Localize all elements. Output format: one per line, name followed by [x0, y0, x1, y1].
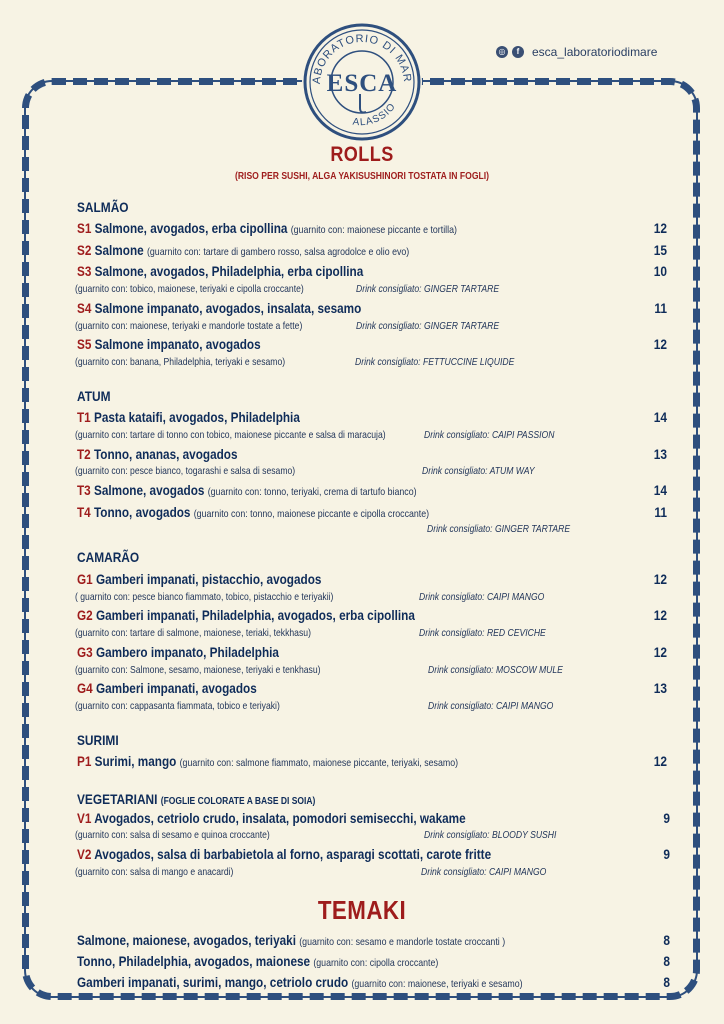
section-title-surimi: SURIMI	[77, 732, 119, 748]
temaki-row	[77, 932, 505, 948]
dish-garnish: (guarnito con: Salmone, sesamo, maionese, teriyaki e tenkhasu)	[75, 664, 321, 676]
logo-bottom-text: ALASSIO	[352, 101, 399, 129]
logo-top-text: ABORATORIO DI MAR	[310, 32, 414, 85]
esca-logo	[302, 22, 422, 142]
dish-garnish: (guarnito con: maionese piccante e tortilla)	[290, 224, 457, 236]
dish-garnish: (guarnito con: pesce bianco, togarashi e salsa di sesamo)	[75, 465, 296, 477]
section-title-atum: ATUM	[77, 388, 111, 404]
drink-suggestion: Drink consigliato: BLOODY SUSHI	[424, 829, 557, 841]
dish-row-s1	[77, 220, 457, 236]
dish-name: Avogados, cetriolo crudo, insalata, pomodori semisecchi, wakame	[94, 810, 466, 826]
dish-price: 14	[653, 409, 667, 425]
section-title-salmao: SALMÃO	[77, 199, 129, 215]
dish-code: P1	[77, 753, 92, 769]
drink-suggestion: Drink consigliato: CAIPI MANGO	[428, 700, 554, 712]
dish-garnish: (guarnito con: tartare di tonno con tobico, maionese piccante e salsa di maracuja)	[75, 429, 386, 441]
dish-price: 8	[663, 953, 670, 969]
dish-name: Tonno, ananas, avogados	[93, 446, 238, 462]
dish-code: S2	[77, 242, 92, 258]
dish-price: 12	[653, 753, 667, 769]
dish-code: S3	[77, 263, 92, 279]
dish-name: Tonno, avogados	[93, 504, 191, 520]
dish-code: G1	[77, 571, 93, 587]
dish-name: Gamberi impanati, Philadelphia, avogados, erba cipollina	[95, 607, 415, 623]
dish-row-g2	[77, 607, 415, 623]
dish-row-s4	[77, 300, 361, 316]
dish-price: 13	[653, 680, 667, 696]
dish-name: Salmone, avogados	[93, 482, 205, 498]
dish-price: 8	[663, 932, 670, 948]
dish-name: Tonno, Philadelphia, avogados, maionese	[77, 953, 311, 969]
dish-name: Pasta kataifi, avogados, Philadelphia	[93, 409, 300, 425]
drink-suggestion: Drink consigliato: CAIPI MANGO	[421, 866, 547, 878]
dish-code: T2	[77, 446, 91, 462]
dish-code: T3	[77, 482, 91, 498]
dish-garnish: (guarnito con: tartare di salmone, maionese, teriaki, tekkhasu)	[75, 627, 311, 639]
dish-name: Salmone, avogados, Philadelphia, erba cipollina	[94, 263, 364, 279]
section-note: (FOGLIE COLORATE A BASE DI SOIA)	[160, 796, 316, 807]
drink-suggestion: Drink consigliato: GINGER TARTARE	[356, 320, 500, 332]
section-title-text: VEGETARIANI	[77, 791, 158, 807]
dish-price: 12	[653, 336, 667, 352]
dish-row-t3	[77, 482, 417, 498]
dish-code: G2	[77, 607, 93, 623]
dish-code: T1	[77, 409, 91, 425]
dish-price: 9	[663, 846, 670, 862]
dish-price: 8	[663, 974, 670, 990]
dish-code: S5	[77, 336, 92, 352]
dish-price: 12	[653, 571, 667, 587]
dish-name: Salmone, maionese, avogados, teriyaki	[77, 932, 296, 948]
drink-suggestion: Drink consigliato: GINGER TARTARE	[356, 283, 500, 295]
dish-row-v1	[77, 810, 466, 826]
dish-name: Salmone, avogados, erba cipollina	[94, 220, 288, 236]
dish-name: Avogados, salsa di barbabietola al forno, asparagi scottati, carote fritte	[94, 846, 492, 862]
dish-row-g3	[77, 644, 279, 660]
dish-garnish: (guarnito con: cappasanta fiammata, tobico e teriyaki)	[75, 700, 280, 712]
dish-name: Salmone impanato, avogados, insalata, sesamo	[94, 300, 362, 316]
social-links	[496, 44, 657, 60]
dish-name: Salmone impanato, avogados	[94, 336, 261, 352]
drink-suggestion: Drink consigliato: ATUM WAY	[422, 465, 535, 477]
dish-garnish: (guarnito con: banana, Philadelphia, teriyaki e sesamo)	[75, 356, 286, 368]
temaki-title: TEMAKI	[317, 895, 407, 925]
drink-suggestion: Drink consigliato: RED CEVICHE	[419, 627, 546, 639]
dish-garnish: (guarnito con: salsa di sesamo e quinoa croccante)	[75, 829, 270, 841]
logo-main-text: ESCA	[326, 70, 398, 97]
dish-garnish: ( guarnito con: pesce bianco fiammato, tobico, pistacchio e teriyakii)	[75, 591, 334, 603]
dish-name: Salmone	[94, 242, 144, 258]
dish-price: 13	[653, 446, 667, 462]
social-handle[interactable]: esca_laboratoriodimare	[532, 45, 658, 59]
rolls-title: ROLLS	[330, 143, 394, 166]
dish-row-s3	[77, 263, 363, 279]
section-title-vegetariani	[77, 791, 315, 807]
dish-name: Gambero impanato, Philadelphia	[95, 644, 279, 660]
dish-code: S4	[77, 300, 92, 316]
dish-garnish: (guarnito con: sesamo e mandorle tostate croccanti )	[299, 936, 506, 948]
dish-name: Gamberi impanati, surimi, mango, cetriolo crudo	[77, 974, 349, 990]
dish-code: G4	[77, 680, 93, 696]
dish-price: 12	[653, 607, 667, 623]
instagram-icon[interactable]: ◎	[496, 46, 508, 58]
dish-garnish: (guarnito con: tonno, teriyaki, crema di tartufo bianco)	[207, 486, 417, 498]
temaki-row	[77, 974, 523, 990]
dish-price: 12	[653, 220, 667, 236]
rolls-subtitle: (RISO PER SUSHI, ALGA YAKISUSHINORI TOSTATA IN FOGLI)	[234, 171, 490, 182]
dish-code: S1	[77, 220, 92, 236]
dish-code: V2	[77, 846, 92, 862]
dish-row-g1	[77, 571, 321, 587]
section-title-camarao: CAMARÃO	[77, 549, 140, 565]
dish-row-p1	[77, 753, 458, 769]
dish-row-v2	[77, 846, 491, 862]
dish-price: 11	[654, 504, 667, 520]
dish-price: 15	[653, 242, 667, 258]
dish-code: T4	[77, 504, 91, 520]
dish-price: 9	[663, 810, 670, 826]
dish-garnish: (guarnito con: maionese, teriyaki e sesamo)	[351, 978, 523, 990]
dish-row-t4	[77, 504, 429, 520]
dish-garnish: (guarnito con: salsa di mango e anacardi)	[75, 866, 234, 878]
dish-price: 11	[654, 300, 667, 316]
dish-price: 10	[653, 263, 667, 279]
drink-suggestion: Drink consigliato: CAIPI PASSION	[424, 429, 555, 441]
dish-row-t1	[77, 409, 300, 425]
logo-emblem-icon	[302, 22, 422, 142]
dish-row-t2	[77, 446, 238, 462]
dish-name: Gamberi impanati, avogados	[95, 680, 257, 696]
dish-garnish: (guarnito con: tartare di gambero rosso, salsa agrodolce e olio evo)	[146, 246, 410, 258]
drink-suggestion: Drink consigliato: GINGER TARTARE	[427, 523, 571, 535]
temaki-row	[77, 953, 438, 969]
dish-name: Gamberi impanati, pistacchio, avogados	[95, 571, 322, 587]
dish-row-s2	[77, 242, 409, 258]
dish-price: 14	[653, 482, 667, 498]
dish-price: 12	[653, 644, 667, 660]
drink-suggestion: Drink consigliato: MOSCOW MULE	[428, 664, 563, 676]
dish-garnish: (guarnito con: tonno, maionese piccante e cipolla croccante)	[193, 508, 430, 520]
dish-garnish: (guarnito con: tobico, maionese, teriyaki e cipolla croccante)	[75, 283, 304, 295]
facebook-icon[interactable]: f	[512, 46, 524, 58]
drink-suggestion: Drink consigliato: FETTUCCINE LIQUIDE	[355, 356, 515, 368]
dish-row-s5	[77, 336, 261, 352]
dish-row-g4	[77, 680, 257, 696]
dish-garnish: (guarnito con: cipolla croccante)	[313, 957, 439, 969]
dish-code: V1	[77, 810, 92, 826]
drink-suggestion: Drink consigliato: CAIPI MANGO	[419, 591, 545, 603]
dish-garnish: (guarnito con: maionese, teriyaki e mandorle tostate a fette)	[75, 320, 303, 332]
dish-name: Surimi, mango	[94, 753, 177, 769]
dish-code: G3	[77, 644, 93, 660]
dish-garnish: (guarnito con: salmone fiammato, maionese piccante, teriyaki, sesamo)	[179, 757, 459, 769]
